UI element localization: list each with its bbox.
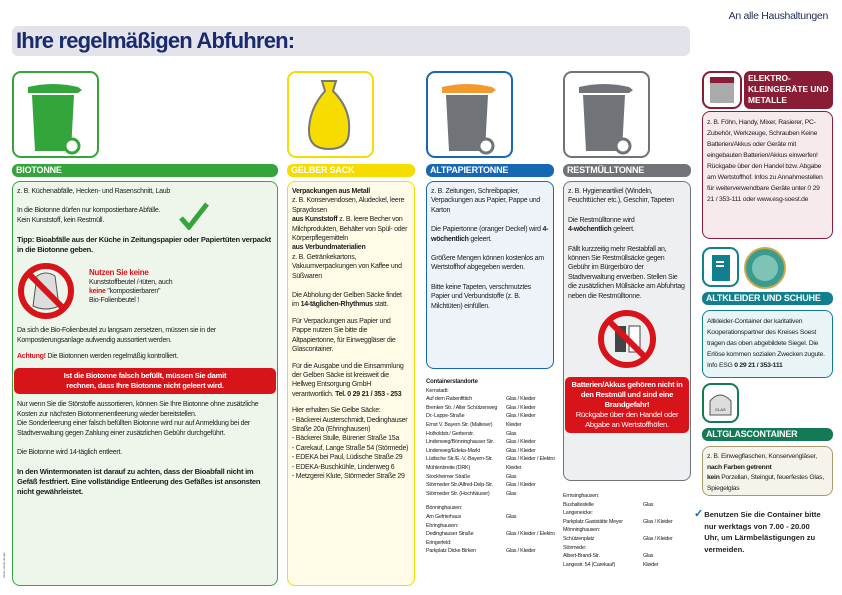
bio-tip: Tipp: Bioabfälle aus der Küche in Zeitungspapier oder Papiertüten verpackt in die Biotonne geben. xyxy=(17,235,271,255)
rest-emptying-post: geleert. xyxy=(611,226,635,234)
location-row xyxy=(426,473,561,482)
location-row xyxy=(426,387,561,396)
bio-p2: Die Sonderleerung einer falsch befüllten Biotonne wird nur auf Anmeldung bei der Stadtverwaltung gegen Zahlung einer zusätzlichen Gebühr durchgeführt. xyxy=(17,420,250,437)
location-place: Stockheimer Straße xyxy=(426,473,471,480)
gelb-rhythm: 14-täglichen-Rhythmus xyxy=(300,301,373,309)
gelb-shop: - Bäckerei Austerschmidt, Dedinghauser Straße 20a (Ehringhausen) xyxy=(292,416,408,433)
elektro-icon-box xyxy=(702,71,742,109)
biotonne-header: BIOTONNE xyxy=(12,164,278,177)
gelb-shop: - EDEKA-Buschkühle, Lindenweg 6 xyxy=(292,463,395,471)
glass-container-icon xyxy=(704,385,737,421)
bio-nouse-title: Nutzen Sie keine xyxy=(89,268,149,278)
location-type: Glas / Kleider xyxy=(506,396,536,403)
location-type: Glas / Kleider xyxy=(506,439,536,446)
location-place: Ermsinghausen: xyxy=(563,493,600,499)
location-place: Lüdische Str./E.-V.-Bayern-Str. xyxy=(426,456,493,463)
location-type: Kleider xyxy=(506,421,522,428)
gelb-verbund-text: z. B. Getränkekartons, Vakuumverpackungen von Kaffee und Süßwaren xyxy=(292,253,402,280)
charity-seal-icon xyxy=(743,246,787,290)
gelb-verbund-heading: aus Verbundmaterialien xyxy=(292,244,366,252)
yellow-bag-icon xyxy=(289,73,372,156)
gelb-shop: - Metzgerei Klute, Störmeder Straße 29 xyxy=(292,472,405,480)
glas-icon-box xyxy=(702,383,739,423)
papier-no: Bitte keine Tapeten, verschmutztes Papier und Verbundstoffe (z. B. Milchtüten) einfüllen. xyxy=(431,283,531,310)
gelb-shop: - EDEKA bei Paul, Lüdische Straße 29 xyxy=(292,454,403,462)
page-title: Ihre regelmäßigen Abfuhren: xyxy=(16,28,295,53)
location-type: Glas / Kleider xyxy=(506,447,536,454)
bio-warning-box: Ist die Biotonne falsch befüllt, müssen Sie damit rechnen, dass Ihre Biotonne nicht geleert wird. xyxy=(14,368,276,394)
location-row xyxy=(426,547,561,556)
glas-no: Porzellan, Steingut, feuerfestes Glas, Spiegelglas xyxy=(707,474,824,492)
kleider-phone: 0 29 21 / 353-111 xyxy=(734,362,783,369)
gelb-kunst-text: z. B. leere Becher von Milchprodukten, Behälter von Spül- oder Körperpflegemitteln xyxy=(292,216,408,243)
papier-emptying-pre: Die Papiertonne (oranger Deckel) wird xyxy=(431,226,543,234)
no-plastic-bag-icon xyxy=(17,262,75,320)
location-type: Glas xyxy=(506,430,517,437)
container-locations-2 xyxy=(563,492,698,569)
gelb-phone: Tel. 0 29 21 / 353 - 253 xyxy=(335,390,402,398)
location-place: Bushaltestelle xyxy=(563,501,594,508)
bio-reason: Da sich die Bio-Folienbeutel zu langsam zersetzen, müssen sie in der Kompostierungsanlage aufwendig aussortiert werden. xyxy=(17,327,216,344)
kleider-icon-box xyxy=(702,247,739,287)
location-type: Glas / Kleider / Elektro xyxy=(506,456,555,463)
gelb-shops-heading: Hier erhalten Sie Gelbe Säcke: xyxy=(292,407,381,415)
paper-bin-icon xyxy=(428,73,511,156)
gelb-rhythm-pre: Die Abholung der Gelben Säcke findet im xyxy=(292,292,402,309)
rest-emptying-pre: Die Restmülltonne wird xyxy=(568,216,635,224)
location-type: Glas xyxy=(643,553,654,560)
location-row xyxy=(563,526,698,535)
rest-extra: Fällt kurzzeitig mehr Restabfall an, können Sie Restmüllsäcke gegen Gebühr im Bürgerbüro der Stadtverwaltung erwerben. Stellen Sie die zusätzlichen Müllsäcke am Abfuhrtag neben die Restmülltonne. xyxy=(568,245,685,300)
gelb-shop: - Bäckerei Stulle, Bürener Straße 15a xyxy=(292,435,400,443)
location-type: Kleider xyxy=(506,464,522,471)
location-row xyxy=(426,539,561,548)
gelb-responsible: Für die Ausgabe und die Einsammlung der Gelben Säcke ist kreisweit die Hellweg Entsorgung GmbH verantwortlich. xyxy=(292,362,404,398)
glas-header: ALTGLASCONTAINER xyxy=(702,428,833,441)
location-row xyxy=(426,438,561,447)
location-row xyxy=(563,561,698,570)
elektro-container-icon xyxy=(704,73,740,107)
glas-icon-text: GLAS xyxy=(715,407,726,412)
bio-examples: z. B. Küchenabfälle, Hecken- und Rasenschnitt, Laub xyxy=(17,188,171,195)
location-place: Kernstadt: xyxy=(426,387,449,394)
clothing-container-icon xyxy=(704,249,737,285)
restmuell-panel xyxy=(563,181,691,481)
location-row xyxy=(563,544,698,553)
location-row xyxy=(426,404,561,413)
altpapier-panel xyxy=(426,181,554,369)
gelber-sack-header: GELBER SACK xyxy=(287,164,415,177)
bio-attention-text: Die Biotonnen werden regelmäßig kontrolliert. xyxy=(45,353,179,361)
elektro-panel xyxy=(702,111,833,239)
location-row xyxy=(426,447,561,456)
location-place: Lindenweg/Edeka-Markt xyxy=(426,447,480,454)
bio-allowed-2: Kein Kunststoff, kein Restmüll. xyxy=(17,216,105,224)
location-row xyxy=(563,492,698,501)
location-place: Dedinghauser Straße xyxy=(426,531,474,538)
glas-note xyxy=(694,509,824,555)
battery-warning-box xyxy=(565,377,689,433)
bio-winter: In den Wintermonaten ist darauf zu achten, dass der Bioabfall nicht im Gefäß festfriert. Eine vollständige Entleerung des Gefäßes ist ansonsten nicht gewährleistet. xyxy=(17,467,261,497)
rest-examples: z. B. Hygieneartikel (Windeln, Feuchttücher etc.), Geschirr, Tapeten xyxy=(568,188,674,205)
locations-title: Containerstandorte xyxy=(426,379,478,385)
location-place: Ehringhausen: xyxy=(426,522,459,529)
elektro-label: ELEKTRO-KLEINGERÄTE UND METALLE xyxy=(748,73,829,105)
location-row xyxy=(426,490,561,499)
glas-kein: kein xyxy=(707,474,720,481)
battery-warning: Batterien/Akkus gehören nicht in den Restmüll und sind eine Brandgefahr! xyxy=(571,380,683,410)
location-row xyxy=(426,412,561,421)
rest-interval: 4-wöchentlich xyxy=(568,226,612,234)
location-place: Störmede: xyxy=(563,544,587,551)
elektro-text: z. B. Föhn, Handy, Mixer, Rasierer, PC-Zubehör, Werkzeuge, Schrauben Keine Batterien/Akkus oder Geräte mit eingebauten Batterien/Akkus einwerfen! Rückgabe über den Handel bzw. Abgabe am Wertstoffhof. Infos zu Annahmestellen für weiterverwendbare Geräte unter 0 29 21 / 353-111 oder www.esg-soest.de xyxy=(707,119,823,203)
location-row xyxy=(563,552,698,561)
location-row xyxy=(426,530,561,539)
papier-examples: z. B. Zeitungen, Schreibpapier, Verpackungen aus Papier, Pappe und Karton xyxy=(431,188,541,214)
location-row xyxy=(426,421,561,430)
location-place: Störmeder Str. (Hochhäuser) xyxy=(426,490,490,497)
location-type: Glas / Kleider xyxy=(643,535,673,542)
location-type: Glas xyxy=(643,501,654,508)
restmuell-icon-box xyxy=(563,71,650,158)
kleider-header: ALTKLEIDER UND SCHUHE xyxy=(702,292,833,305)
location-place: Mönninghausen: xyxy=(563,527,601,534)
altpapier-header: ALTPAPIERTONNE xyxy=(426,164,554,177)
audience-label: An alle Haushaltungen xyxy=(728,10,828,22)
gelb-metal-text: z. B. Konservendosen, Aludeckel, leere Spraydosen xyxy=(292,197,405,214)
location-place: Bönninghausen: xyxy=(426,505,463,512)
location-row xyxy=(563,509,698,518)
location-place: Brenker Str. / Alter Schützenweg xyxy=(426,404,498,411)
altpapier-icon-box xyxy=(426,71,513,158)
location-place: Mühlenbreite (DRK) xyxy=(426,464,471,471)
glas-examples: z. B. Einwegflaschen, Konservengläser, xyxy=(707,453,817,460)
location-place: Parkplatz Dicke Birken xyxy=(426,548,476,555)
restmuell-header: RESTMÜLLTONNE xyxy=(563,164,691,177)
gelber-sack-panel xyxy=(287,181,415,586)
location-type: Glas / Kleider xyxy=(506,404,536,411)
glas-panel xyxy=(702,446,833,496)
location-type: Glas xyxy=(506,513,517,520)
checkmark-icon xyxy=(179,202,209,230)
gelb-kunst-heading: aus Kunststoff xyxy=(292,216,338,224)
location-row xyxy=(563,518,698,527)
bio-p3: Die Biotonne wird 14-täglich entleert. xyxy=(17,449,122,457)
location-row xyxy=(426,455,561,464)
papier-emptying-post: geleert. xyxy=(468,235,492,243)
location-type: Glas / Kleider xyxy=(506,548,536,555)
location-place: Langeneicke: xyxy=(563,510,593,517)
location-type: Glas / Kleider xyxy=(643,518,673,525)
location-row xyxy=(426,513,561,522)
bio-nouse-keine: keine xyxy=(89,288,106,296)
bio-nouse-2: "kompostierbaren" xyxy=(105,288,161,296)
green-bin-icon xyxy=(14,73,97,156)
location-place: Am Gefrierhaus xyxy=(426,513,461,520)
location-type: Glas xyxy=(506,473,517,480)
location-type: Glas / Kleider xyxy=(506,482,536,489)
location-place: Störmeder Str./Alfred-Delp-Str. xyxy=(426,482,493,489)
designer-credit: abels media design xyxy=(2,552,6,578)
location-row xyxy=(426,481,561,490)
location-row xyxy=(426,395,561,404)
location-place: Auf dem Rabenfittich xyxy=(426,396,473,403)
gelb-shop: - Carekauf, Lange Straße 54 (Störmede) xyxy=(292,444,409,452)
gelber-sack-icon-box xyxy=(287,71,374,158)
location-place: Ernst V. Bayern Str. (Malteser) xyxy=(426,421,493,428)
biotonne-icon-box xyxy=(12,71,99,158)
bio-allowed-1: In die Biotonne dürfen nur kompostierbare Abfälle. xyxy=(17,207,161,215)
kleider-text: Altkleider-Container der karitativen Kooperationspartner des Kreises Soest tragen das oben abgebildete Siegel. Die Erlöse kommen sozialen Zwecken zugute. Info ESG xyxy=(707,318,825,369)
gelb-paper-note: Für Verpackungen aus Papier und Pappe nutzen Sie bitte die Altpapiertonne, für Einweggläser die Glascontainer. xyxy=(292,317,396,354)
container-locations xyxy=(426,378,561,556)
bio-nouse-3: Bio-Folienbeutel ! xyxy=(89,297,139,305)
check-icon: ✓ xyxy=(694,508,704,520)
papier-interval: 4-wöchentlich xyxy=(431,226,549,243)
bio-attention-label: Achtung! xyxy=(17,353,46,361)
kleider-panel xyxy=(702,310,833,378)
gelb-rhythm-post: statt. xyxy=(372,301,389,309)
gelb-metal-heading: Verpackungen aus Metall xyxy=(292,188,370,195)
location-row xyxy=(426,504,561,513)
location-row xyxy=(563,535,698,544)
gray-bin-icon xyxy=(565,73,648,156)
location-place: Dr.-Lappe-Straße xyxy=(426,413,465,420)
location-row xyxy=(563,501,698,510)
location-place: Holholdstr./ Gerberstr. xyxy=(426,430,474,437)
bio-nouse-1: Kunststoffbeutel /-tüten, auch xyxy=(89,278,173,286)
location-place: Lindenweg/Bönninghauser Str. xyxy=(426,439,494,446)
location-row xyxy=(426,464,561,473)
glas-note-text: Benutzen Sie die Container bitte nur werktags von 7.00 - 20.00 Uhr, um Lärmbelästigungen zu vermeiden. xyxy=(704,510,821,554)
biotonne-panel xyxy=(12,181,278,586)
papier-large: Größere Mengen können kostenlos am Wertstoffhof abgegeben werden. xyxy=(431,255,544,272)
location-type: Glas xyxy=(506,490,517,497)
location-place: Parkplatz Gaststätte Meyer xyxy=(563,518,623,525)
location-type: Glas / Kleider xyxy=(506,413,536,420)
location-place: Eringerfeld: xyxy=(426,539,452,546)
elektro-header xyxy=(744,71,833,109)
no-batteries-icon xyxy=(596,308,658,370)
location-type: Glas / Kleider / Elektro xyxy=(506,531,555,538)
location-place: Langestr. 54 (Carekauf) xyxy=(563,561,616,568)
bio-p1: Nur wenn Sie die Störstoffe aussortieren, können Sie Ihre Biotonne ohne zusätzliche Kosten zur nächsten Biotonnenentleerung wieder bereitstellen. xyxy=(17,401,259,418)
location-place: Schützenplatz xyxy=(563,535,595,542)
location-type: Kleider xyxy=(643,561,659,568)
location-row xyxy=(426,430,561,439)
battery-return: Rückgabe über den Handel oder Abgabe an Wertstoffhöfen. xyxy=(575,410,679,430)
location-row xyxy=(426,522,561,531)
location-place: Albert-Brand-Str. xyxy=(563,553,600,560)
glas-separated: nach Farben getrennt xyxy=(707,463,772,471)
